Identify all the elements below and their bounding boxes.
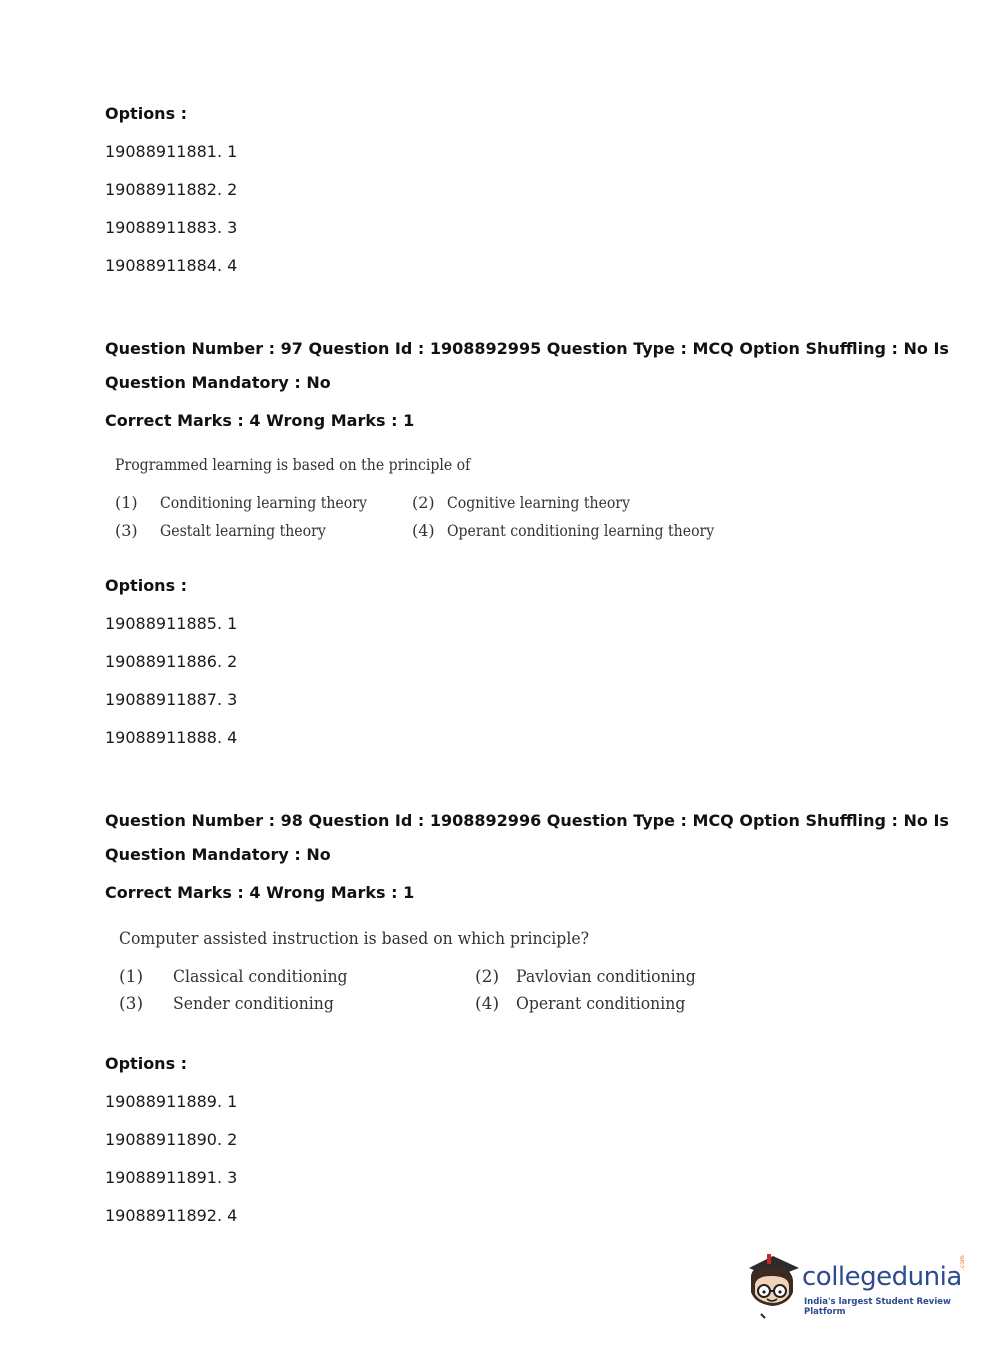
brand-name: collegedunia bbox=[802, 1262, 962, 1292]
option-item: 19088911881. 1 bbox=[105, 142, 238, 161]
choice-number: (1) bbox=[115, 493, 138, 512]
options-heading: Options : bbox=[105, 1054, 188, 1073]
choice-text: Operant conditioning learning theory bbox=[447, 521, 715, 540]
collegedunia-logo bbox=[743, 1250, 973, 1320]
question-meta: Question Number : 97 Question Id : 1908892995 Question Type : MCQ Option Shuffling : No Is bbox=[105, 339, 949, 358]
mascot-icon bbox=[743, 1250, 801, 1320]
option-item: 19088911882. 2 bbox=[105, 180, 238, 199]
choice-text: Classical conditioning bbox=[173, 967, 348, 987]
question-mandatory: Question Mandatory : No bbox=[105, 373, 331, 392]
question-mandatory: Question Mandatory : No bbox=[105, 845, 331, 864]
option-item: 19088911886. 2 bbox=[105, 652, 238, 671]
question-marks: Correct Marks : 4 Wrong Marks : 1 bbox=[105, 411, 415, 430]
choice-number: (3) bbox=[115, 521, 138, 540]
question-marks: Correct Marks : 4 Wrong Marks : 1 bbox=[105, 883, 415, 902]
option-item: 19088911890. 2 bbox=[105, 1130, 238, 1149]
brand-suffix: .com bbox=[959, 1255, 966, 1270]
option-item: 19088911885. 1 bbox=[105, 614, 238, 633]
brand-tagline: India's largest Student Review Platform bbox=[804, 1297, 951, 1317]
choice-number: (3) bbox=[119, 994, 144, 1014]
options-heading: Options : bbox=[105, 576, 188, 595]
option-item: 19088911891. 3 bbox=[105, 1168, 238, 1187]
choice-text: Operant conditioning bbox=[516, 994, 686, 1014]
choice-text: Gestalt learning theory bbox=[160, 521, 326, 540]
option-item: 19088911887. 3 bbox=[105, 690, 238, 709]
option-item: 19088911892. 4 bbox=[105, 1206, 238, 1225]
question-text: Programmed learning is based on the principle of bbox=[115, 455, 471, 474]
question-text: Computer assisted instruction is based on which principle? bbox=[119, 929, 589, 949]
choice-number: (4) bbox=[475, 994, 500, 1014]
choice-number: (2) bbox=[412, 493, 435, 512]
choice-number: (2) bbox=[475, 967, 500, 987]
choice-text: Conditioning learning theory bbox=[160, 493, 367, 512]
option-item: 19088911883. 3 bbox=[105, 218, 238, 237]
choice-number: (1) bbox=[119, 967, 144, 987]
choice-number: (4) bbox=[412, 521, 435, 540]
option-item: 19088911889. 1 bbox=[105, 1092, 238, 1111]
choice-text: Cognitive learning theory bbox=[447, 493, 631, 512]
choice-text: Sender conditioning bbox=[173, 994, 334, 1014]
question-meta: Question Number : 98 Question Id : 1908892996 Question Type : MCQ Option Shuffling : No Is bbox=[105, 811, 949, 830]
options-heading: Options : bbox=[105, 104, 188, 123]
option-item: 19088911884. 4 bbox=[105, 256, 238, 275]
option-item: 19088911888. 4 bbox=[105, 728, 238, 747]
choice-text: Pavlovian conditioning bbox=[516, 967, 696, 987]
